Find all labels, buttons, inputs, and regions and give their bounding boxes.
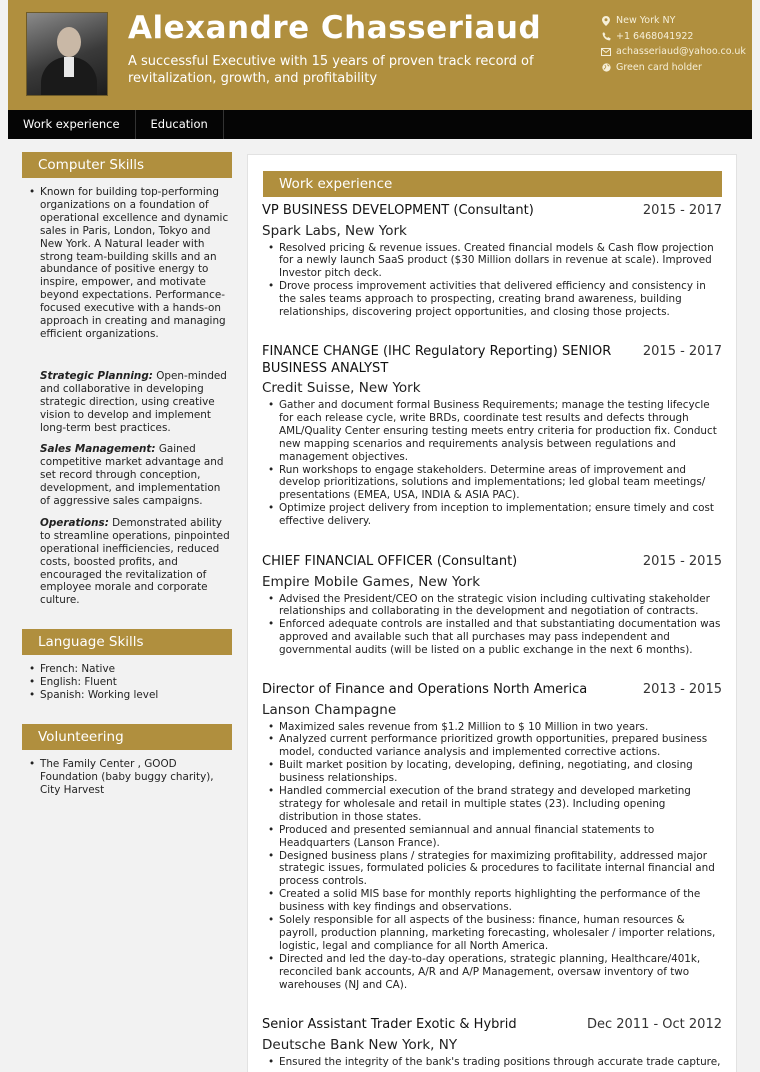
contact-phone[interactable]: +1 6468041922: [600, 29, 750, 45]
skill-operations: Operations: Demonstrated ability to streamline operations, pinpointed operational inefficiencies, reduced costs, boosted profits, and encouraged the revitalization of employee morale and corporate culture.: [40, 516, 230, 607]
job-date: Dec 2011 - Oct 2012: [586, 1017, 722, 1032]
profile-photo: [26, 12, 108, 96]
job-company: Spark Labs, New York: [262, 222, 407, 239]
job-bullets: [262, 399, 722, 528]
skill-sales-management: Sales Management: Gained competitive market advantage and set record through conception, development, and implementation of aggressive sales campaigns.: [40, 443, 224, 508]
job-bullet: • Enforced adequate controls are installed and that substantiating documentation was approved and available such that all purchases may pass independent and governmental audits (will be listed on a public exchange in the next 6 months).: [279, 618, 722, 657]
job-company: Lanson Champagne: [262, 701, 397, 718]
language-list: [22, 663, 232, 702]
job-entry: [262, 344, 722, 528]
globe-icon: [600, 63, 612, 72]
contact-location: New York NY: [600, 13, 750, 29]
summary-list: [22, 186, 232, 341]
job-bullet: • Drove process improvement activities that delivered efficiency and consistency in the sales teams approach to prospecting, creating brand awareness, building relationships, discovering project opportunities, and closing those projects.: [279, 280, 722, 319]
contact-email[interactable]: achasseriaud@yahoo.co.uk: [600, 44, 750, 60]
job-bullet: • Directed and led the day-to-day operations, strategic planning, Healthcare/401k, reconciled bank accounts, A/R and A/P Management, oversaw inventory of two warehouses (NJ and CA).: [279, 953, 722, 992]
job-bullet: • Created a solid MIS base for monthly reports highlighting the performance of the business with key findings and observations.: [279, 888, 722, 914]
resume-header: [8, 0, 752, 110]
phone-icon: [600, 32, 612, 41]
job-entry: [262, 1017, 722, 1068]
job-bullet: • Built market position by locating, developing, defining, negotiating, and closing business relationships.: [279, 759, 722, 785]
main-content: [247, 154, 737, 1072]
job-bullet: • Handled commercial execution of the brand strategy and developed marketing strategy for wholesale and retail in multiple states (23). Including opening distribution in those states.: [279, 785, 722, 824]
job-bullet: • Run workshops to engage stakeholders. Determine areas of improvement and develop prioritizations, solutions and implementations; led global team meetings/ presentations (EMEA, USA, INDIA & ASIA PAC).: [279, 464, 722, 503]
skill-strategic-planning: Strategic Planning: Open-minded and collaborative in developing strategic direction, using creative vision to develop and implement long-term best practices.: [40, 369, 227, 434]
summary-text: • Known for building top-performing organizations on a foundation of operational excellence and dynamic sales in Paris, London, Tokyo and New York. A Natural leader with strong team-building skills and an abundance of positive energy to inspire, empower, and motivate beyond expectations. Performance-focused executive with a hands-on approach in creating and managing efficient organizations.: [40, 186, 232, 341]
job-title: VP BUSINESS DEVELOPMENT (Consultant): [262, 203, 534, 218]
language-skills-heading: Language Skills: [22, 629, 232, 655]
job-bullet: • Designed business plans / strategies for maximizing profitability, addressed major strategic issues, formulated policies & procedures to facilitate internal financial and process controls.: [279, 850, 722, 889]
sidebar: [22, 152, 232, 797]
job-company: Deutsche Bank New York, NY: [262, 1036, 458, 1053]
job-bullet: • Analyzed current performance prioritized growth opportunities, prepared business model, conducted variance analysis and implemented corrective actions.: [279, 733, 722, 759]
job-company: Credit Suisse, New York: [262, 380, 421, 396]
job-bullets: [262, 593, 722, 658]
job-title: Director of Finance and Operations North America: [262, 682, 588, 697]
job-bullet: • Maximized sales revenue from $1.2 Million to $ 10 Million in two years.: [279, 721, 722, 734]
job-entry: [262, 203, 722, 319]
job-title: FINANCE CHANGE (IHC Regulatory Reporting) SENIOR BUSINESS ANALYST: [262, 344, 612, 376]
job-date: 2015 - 2017: [642, 344, 722, 359]
language-item: • French: Native: [40, 663, 232, 676]
language-item: • English: Fluent: [40, 676, 232, 689]
contact-visa-status: Green card holder: [600, 60, 750, 76]
job-bullet: • Gather and document formal Business Requirements; manage the testing lifecycle for each release cycle, write BRDs, coordinate test results and defects through AML/Quality Center ensuring testing meets entry criteria for production fix. Conduct new mapping scenarios and requirements analysis between regulations and management objectives.: [279, 399, 722, 464]
job-bullet: • Produced and presented semiannual and annual financial statements to Headquarters (Lanson France).: [279, 824, 722, 850]
job-entry: [262, 554, 722, 657]
job-date: 2015 - 2015: [642, 554, 722, 569]
job-title: CHIEF FINANCIAL OFFICER (Consultant): [262, 554, 518, 569]
job-date: 2015 - 2017: [642, 203, 722, 218]
job-bullets: [262, 721, 722, 992]
section-nav: [8, 110, 752, 139]
job-company: Empire Mobile Games, New York: [262, 573, 481, 590]
job-date: 2013 - 2015: [642, 682, 722, 697]
contact-list: [600, 13, 750, 75]
candidate-name: Alexandre Chasseriaud: [128, 10, 542, 46]
job-title: Senior Assistant Trader Exotic & Hybrid: [262, 1017, 517, 1032]
volunteering-item: • The Family Center , GOOD Foundation (baby buggy charity), City Harvest: [40, 758, 232, 797]
volunteering-heading: Volunteering: [22, 724, 232, 750]
job-bullets: [262, 242, 722, 319]
job-bullet: • Advised the President/CEO on the strategic vision including cultivating stakeholder relationships and collaborating in the development and negotiation of contracts.: [279, 593, 722, 619]
work-experience-heading: Work experience: [263, 171, 722, 197]
location-icon: [600, 16, 612, 26]
job-bullet: • Resolved pricing & revenue issues. Created financial models & Cash flow projection for a newly launch SaaS product ($30 Million dollars in revenue at scale). Improved Investor pitch deck.: [279, 242, 722, 281]
job-bullets: [262, 1056, 722, 1069]
nav-education[interactable]: Education: [136, 110, 224, 139]
language-item: • Spanish: Working level: [40, 689, 232, 702]
email-icon: [600, 48, 612, 56]
job-bullet: • Solely responsible for all aspects of the business: finance, human resources & payroll, production planning, marketing forecasting, wholesaler / importer relations, logistic, legal and compliance for all North America.: [279, 914, 722, 953]
volunteering-list: [22, 758, 232, 797]
nav-work-experience[interactable]: Work experience: [8, 110, 136, 139]
candidate-tagline: A successful Executive with 15 years of proven track record of revitalization, growth, and profitability: [128, 54, 534, 86]
job-bullet: • Optimize project delivery from inception to implementation; ensure timely and cost effective delivery.: [279, 502, 722, 528]
job-bullet: • Ensured the integrity of the bank's trading positions through accurate trade capture,: [279, 1056, 722, 1069]
job-entry: [262, 682, 722, 992]
computer-skills-heading: Computer Skills: [22, 152, 232, 178]
